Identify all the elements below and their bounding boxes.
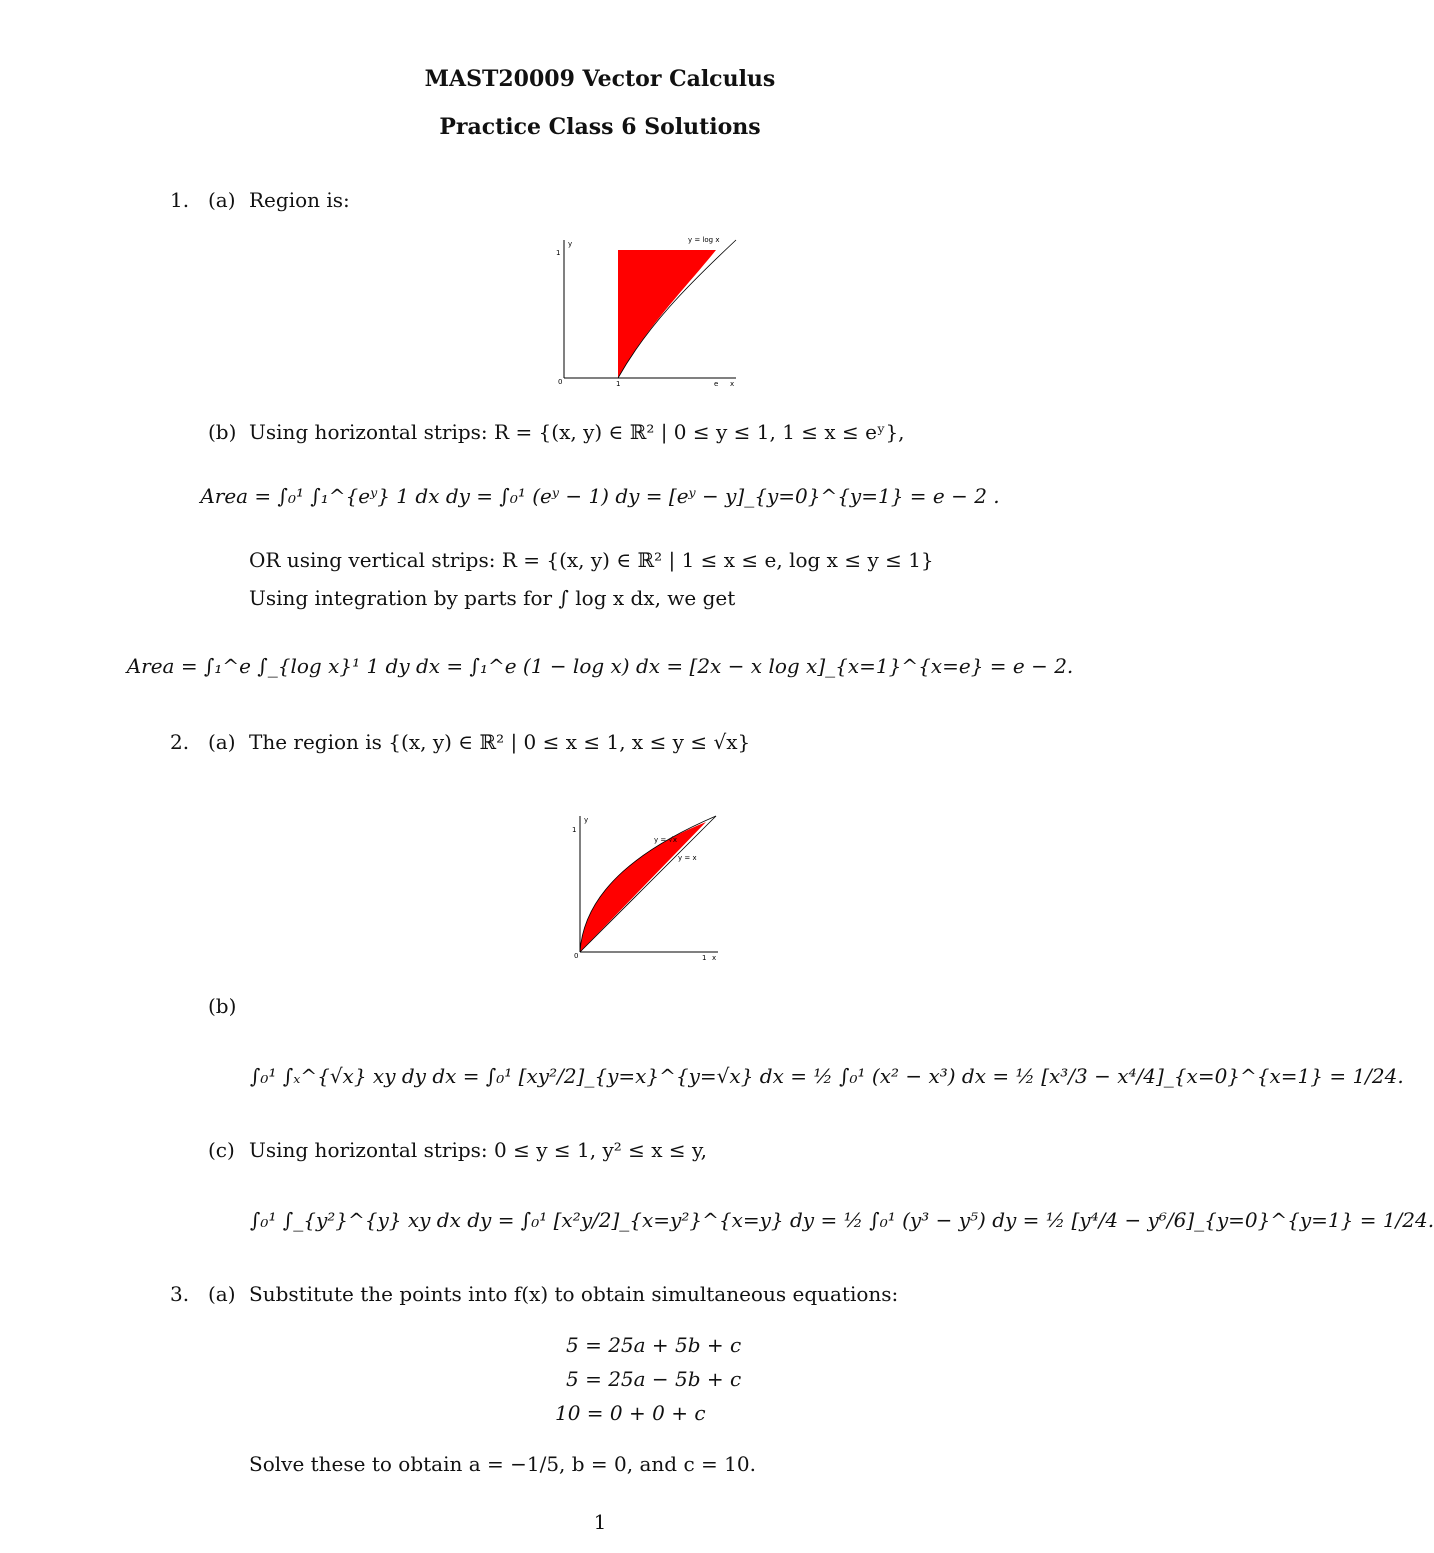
q1-y-axis-label: y [568, 240, 573, 248]
q2c-equation: ∫₀¹ ∫_{y²}^{y} xy dx dy = ∫₀¹ [x²y/2]_{x=y²}^{x=y} dy = ½ ∫₀¹ (y³ − y⁵) dy = ½ [y⁴/4 − y⁶/6]_{y=0}^{y=1} = 1/24. [250, 1208, 1434, 1232]
q2-curve-upper-label: y = √x [654, 836, 678, 844]
q1a-label: (a) [208, 188, 236, 212]
q2-shaded-region [580, 822, 706, 952]
q1-number: 1. [170, 188, 190, 212]
q1a-text: Region is: [249, 188, 350, 212]
q3-solution: Solve these to obtain a = −1/5, b = 0, and c = 10. [249, 1452, 756, 1476]
q1-x-axis-label: x [730, 380, 735, 388]
q3a-text: Substitute the points into f(x) to obtain simultaneous equations: [249, 1282, 899, 1306]
q3-equation-2: 5 = 25a − 5b + c [566, 1367, 742, 1391]
q2-region-figure [566, 808, 726, 962]
q1b-integration-by-parts: Using integration by parts for ∫ log x dx, we get [249, 586, 736, 610]
q2-number: 2. [170, 730, 190, 754]
q3-number: 3. [170, 1282, 190, 1306]
q1-tick-1-y: 1 [556, 249, 561, 257]
document-title: MAST20009 Vector Calculus [424, 66, 776, 92]
q1-tick-e: e [714, 380, 719, 388]
q2-curve-lower-label: y = x [678, 854, 697, 862]
q1b-vertical-strips: OR using vertical strips: R = {(x, y) ∈ ℝ² | 1 ≤ x ≤ e, log x ≤ y ≤ 1} [249, 548, 934, 572]
q1b-horizontal-strips: Using horizontal strips: R = {(x, y) ∈ ℝ² | 0 ≤ y ≤ 1, 1 ≤ x ≤ eʸ}, [249, 420, 905, 444]
q1-curve-label: y = log x [688, 236, 720, 244]
q2-tick-1-y: 1 [572, 826, 577, 834]
q2-tick-1-x: 1 [702, 954, 707, 962]
q3-equation-1: 5 = 25a + 5b + c [566, 1333, 742, 1357]
document-subtitle: Practice Class 6 Solutions [439, 114, 761, 140]
q2-x-axis-label: x [712, 954, 717, 962]
page-number: 1 [593, 1510, 607, 1534]
q1b-area-vertical: Area = ∫₁^e ∫_{log x}¹ 1 dy dx = ∫₁^e (1 − log x) dx = [2x − x log x]_{x=1}^{x=e} = e − 2. [126, 654, 1074, 678]
q1b-label: (b) [208, 420, 237, 444]
q2b-equation: ∫₀¹ ∫ₓ^{√x} xy dy dx = ∫₀¹ [xy²/2]_{y=x}^{y=√x} dx = ½ ∫₀¹ (x² − x³) dx = ½ [x³/3 − x⁴/4]_{x=0}^{x=1} = 1/24. [250, 1064, 1404, 1088]
q2a-text: The region is {(x, y) ∈ ℝ² | 0 ≤ x ≤ 1, x ≤ y ≤ √x} [249, 730, 751, 754]
q2-y-axis-label: y [584, 816, 589, 824]
q1b-area-horizontal: Area = ∫₀¹ ∫₁^{eʸ} 1 dx dy = ∫₀¹ (eʸ − 1) dy = [eʸ − y]_{y=0}^{y=1} = e − 2 . [200, 484, 1000, 508]
q3a-label: (a) [208, 1282, 236, 1306]
q2b-label: (b) [208, 994, 237, 1018]
q1-tick-0: 0 [558, 378, 563, 386]
q1-tick-1-x: 1 [616, 380, 621, 388]
q2a-label: (a) [208, 730, 236, 754]
q1-region-figure [548, 230, 748, 390]
q1-shaded-region [618, 250, 716, 378]
q2c-label: (c) [208, 1138, 235, 1162]
q3-equation-3: 10 = 0 + 0 + c [555, 1401, 706, 1425]
q2-tick-0: 0 [574, 952, 579, 960]
q2c-text: Using horizontal strips: 0 ≤ y ≤ 1, y² ≤ x ≤ y, [249, 1138, 707, 1162]
